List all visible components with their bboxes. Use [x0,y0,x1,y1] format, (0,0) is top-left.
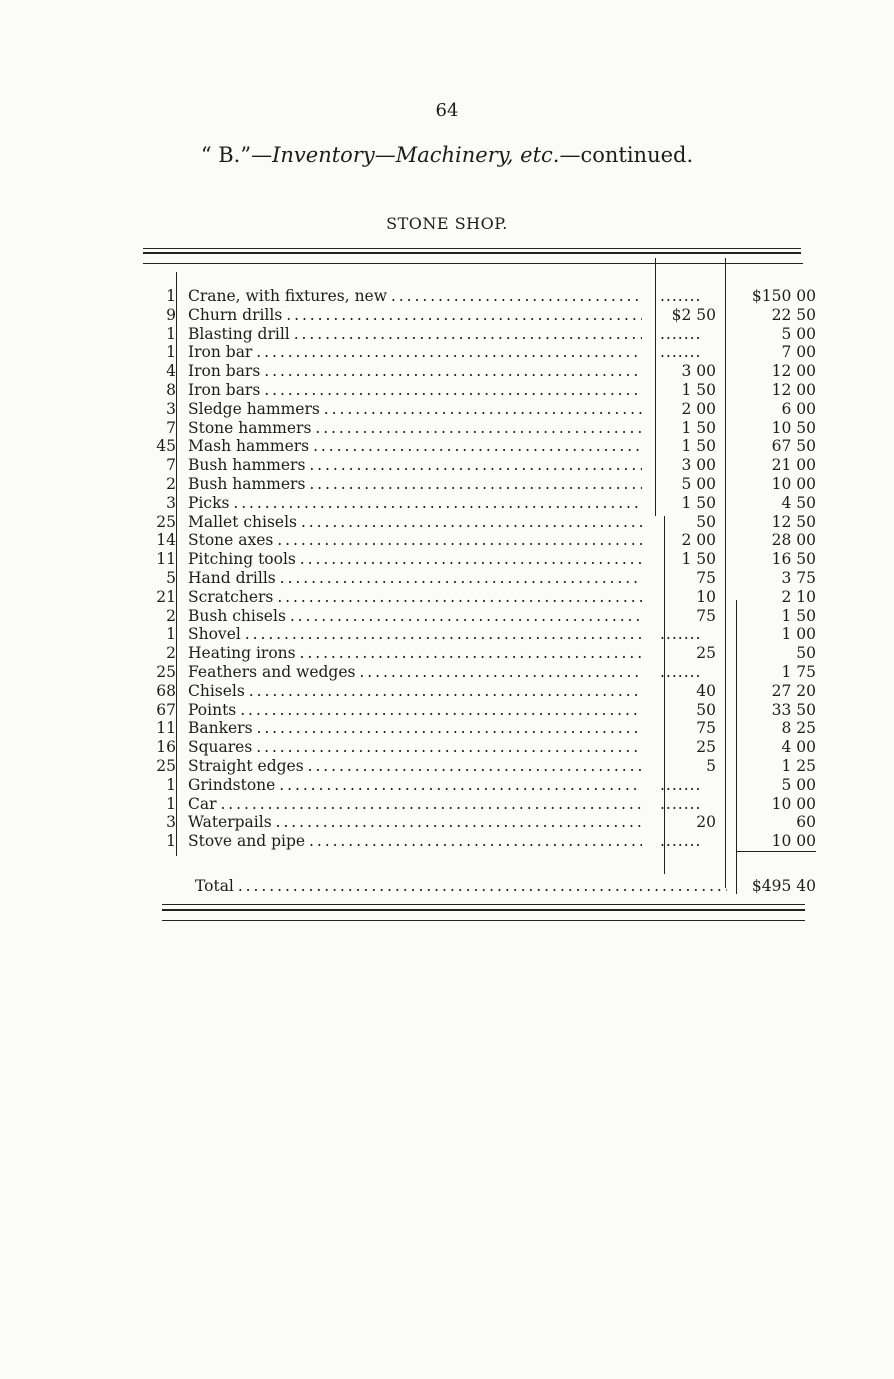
row-unit-price: 75 [696,606,716,625]
table-row [0,569,894,588]
row-item: Stove and pipe . . . [188,832,642,851]
bottom-rule-3 [162,920,805,921]
row-total: 2 10 [781,587,816,606]
table-row [0,738,894,757]
row-quantity: 1 [166,832,176,851]
top-rule-1 [143,248,801,249]
row-item: Feathers and wedges . . . [188,663,642,682]
table-row [0,757,894,776]
row-quantity: 16 [156,738,176,757]
row-item: Blasting drill . . . [188,325,642,344]
row-item: Mallet chisels . . . [188,513,642,532]
row-unit-price: 40 [696,681,716,700]
table-row [0,832,894,851]
heading-suffix: —continued. [559,143,694,167]
table-row [0,550,894,569]
row-total: 12 00 [771,381,816,399]
row-total: 10 00 [771,832,816,851]
row-quantity: 1 [166,324,176,343]
total-label: Total . . . [195,876,727,896]
table-row [0,776,894,795]
row-unit-price-leader: ....... [660,625,702,644]
bottom-rule-1 [162,904,805,905]
row-item: Iron bars . . . [188,381,642,400]
row-unit-price: 75 [696,569,716,587]
row-item: Churn drills . . . [188,306,642,325]
row-total: 27 20 [771,681,816,700]
row-quantity: 2 [166,606,176,625]
row-total: 5 00 [781,324,816,343]
table-row [0,325,894,344]
row-item: Mash hammers . . . [188,437,642,456]
row-quantity: 3 [166,493,176,512]
row-item: Car . . . [188,795,642,814]
row-total: 16 50 [771,550,816,569]
row-quantity: 11 [156,719,176,738]
row-item: Bush chisels . . . [188,607,642,626]
row-total: 1 50 [781,606,816,625]
row-total: 7 00 [781,343,816,362]
table-row [0,513,894,532]
row-total: 67 50 [771,437,816,456]
row-item: Bush hammers . . . [188,456,642,475]
page-number: 64 [435,100,459,121]
row-quantity: 25 [156,663,176,681]
row-unit-price: 5 [706,757,716,775]
row-unit-price-leader: ....... [660,343,702,362]
row-item: Crane, with fixtures, new . . . [188,287,642,306]
row-unit-price: 25 [696,738,716,757]
table-row [0,719,894,738]
row-quantity: 5 [166,569,176,587]
row-total: 6 00 [781,399,816,418]
row-total: 12 00 [771,362,816,381]
row-quantity: 1 [166,287,176,305]
row-unit-price: 3 00 [681,456,716,475]
row-item: Picks . . . [188,494,642,513]
row-quantity: 3 [166,399,176,418]
row-quantity: 14 [156,531,176,550]
row-item: Hand drills . . . [188,569,642,588]
row-unit-price-leader: ....... [660,794,702,813]
table-row [0,362,894,381]
row-quantity: 7 [166,418,176,437]
table-row [0,813,894,832]
row-quantity: 21 [156,587,176,606]
table-row [0,306,894,325]
row-unit-price: 2 00 [681,531,716,550]
table-row [0,701,894,720]
row-unit-price: 3 00 [681,362,716,381]
table-row [0,531,894,550]
row-total: 50 [796,644,816,663]
row-unit-price: 1 50 [681,418,716,437]
row-item: Iron bar . . . [188,343,642,362]
row-total: 21 00 [771,456,816,475]
row-total: 28 00 [771,531,816,550]
table-row [0,607,894,626]
table-row [0,381,894,400]
row-quantity: 4 [166,362,176,381]
table-row [0,287,894,306]
row-unit-price: 50 [696,512,716,531]
row-item: Waterpails . . . [188,813,642,832]
table-row [0,494,894,513]
table-row [0,400,894,419]
row-quantity: 2 [166,644,176,663]
row-item: Pitching tools . . . [188,550,642,569]
row-unit-price: 25 [696,644,716,663]
row-total: 10 50 [771,418,816,437]
row-total: 4 50 [781,493,816,512]
row-total: 1 00 [781,625,816,644]
row-item: Straight edges . . . [188,757,642,776]
row-quantity: 45 [156,437,176,456]
row-total: 1 25 [781,757,816,775]
table-row [0,475,894,494]
heading-prefix: “ B.”— [200,143,273,167]
row-unit-price-leader: ....... [660,775,702,794]
page-heading [0,143,894,167]
row-quantity: 67 [156,700,176,719]
row-item: Grindstone . . . [188,776,642,795]
row-item: Squares . . . [188,738,642,757]
heading-italic: Inventory—Machinery, etc. [272,143,560,167]
row-unit-price: 5 00 [681,475,716,493]
table-row [0,343,894,362]
top-rule-2 [143,252,801,254]
row-item: Bankers . . . [188,719,642,738]
table-row [0,588,894,607]
table-row [0,419,894,438]
row-unit-price-leader: ....... [660,287,702,305]
total-row [0,876,894,896]
row-quantity: 9 [166,305,176,324]
row-item: Heating irons . . . [188,644,642,663]
row-item: Points . . . [188,701,642,720]
row-total: 1 75 [781,663,816,681]
row-total: 22 50 [771,305,816,324]
row-total: 3 75 [781,569,816,587]
row-unit-price: 1 50 [681,550,716,569]
row-total: 8 25 [781,719,816,738]
row-total: 12 50 [771,512,816,531]
row-item: Scratchers . . . [188,588,642,607]
row-item: Stone axes . . . [188,531,642,550]
row-total: 4 00 [781,738,816,757]
row-total: 10 00 [771,794,816,813]
row-quantity: 1 [166,794,176,813]
row-unit-price: 2 00 [681,399,716,418]
table-row [0,625,894,644]
total-rule [736,851,816,852]
table-row [0,644,894,663]
row-unit-price: 1 50 [681,437,716,456]
row-quantity: 8 [166,381,176,399]
row-unit-price-leader: ....... [660,324,702,343]
row-unit-price: 1 50 [681,381,716,399]
row-quantity: 1 [166,625,176,644]
row-item: Bush hammers . . . [188,475,642,494]
row-item: Chisels . . . [188,682,642,701]
row-total: $150 00 [751,287,816,305]
top-rule-3 [143,263,803,264]
row-total: 5 00 [781,775,816,794]
row-unit-price: 20 [696,813,716,832]
row-item: Shovel . . . [188,625,642,644]
row-item: Stone hammers . . . [188,419,642,438]
row-quantity: 25 [156,757,176,775]
section-title: STONE SHOP. [386,214,508,233]
row-total: 10 00 [771,475,816,493]
bottom-rule-2 [162,909,805,911]
row-total: 60 [796,813,816,832]
row-total: 33 50 [771,700,816,719]
row-item: Iron bars . . . [188,362,642,381]
table-row [0,456,894,475]
row-item: Sledge hammers . . . [188,400,642,419]
row-unit-price-leader: ....... [660,832,702,851]
row-quantity: 3 [166,813,176,832]
row-unit-price: $2 50 [671,305,716,324]
row-quantity: 2 [166,475,176,493]
row-unit-price: 75 [696,719,716,738]
table-row [0,663,894,682]
table-row [0,795,894,814]
row-unit-price: 1 50 [681,493,716,512]
row-quantity: 25 [156,512,176,531]
total-value: $495 40 [751,877,816,895]
table-row [0,682,894,701]
row-unit-price: 10 [696,587,716,606]
row-quantity: 7 [166,456,176,475]
row-quantity: 1 [166,775,176,794]
table-row [0,437,894,456]
row-unit-price-leader: ....... [660,663,702,681]
row-quantity: 68 [156,681,176,700]
row-quantity: 11 [156,550,176,569]
row-quantity: 1 [166,343,176,362]
row-unit-price: 50 [696,700,716,719]
